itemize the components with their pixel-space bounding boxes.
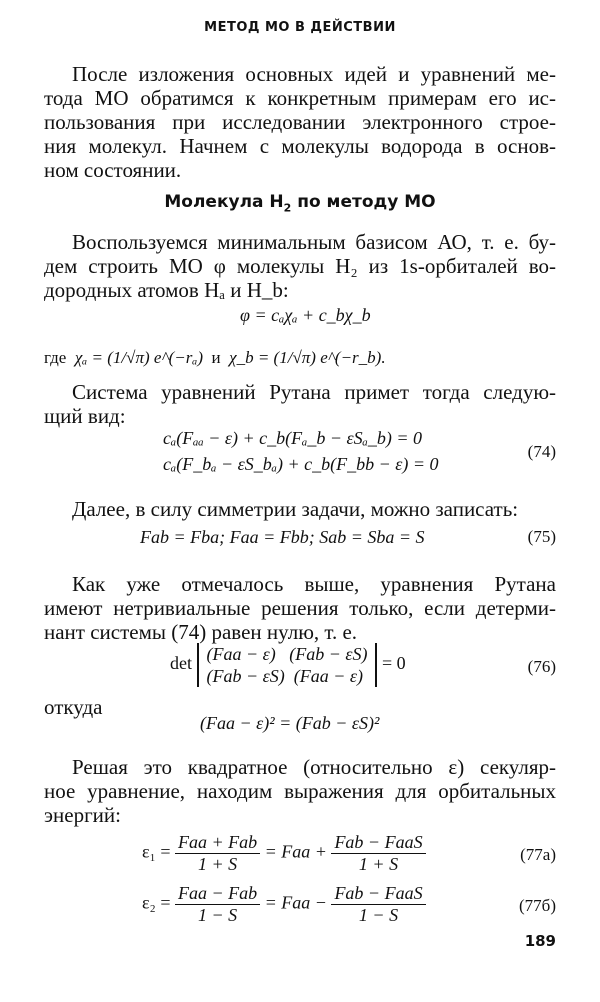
text-line: дородных атомов Hₐ и H_b: <box>44 278 289 302</box>
equation-square: (Faa − ε)² = (Fab − εS)² <box>200 713 380 733</box>
equation-77a: ε₁ = $\frac{\text{Faa + Fab}}{1 + S}$ = Faa + $\frac{\text{Fab − FaaS}}{1 + S}$ <box>142 832 426 875</box>
text-line: Как уже отмечалось выше, уравнения Рутана <box>72 572 556 596</box>
equation-77b: ε₂ = $\frac{\text{Faa − Fab}}{1 - S}$ = Faa − $\frac{\text{Fab − FaaS}}{1 - S}$ <box>142 883 426 926</box>
text-line: энергий: <box>44 803 121 827</box>
otkuda-text: откуда <box>44 695 103 719</box>
text-line: тода МО обратимся к конкретным примерам его ис- <box>44 86 556 110</box>
text-line: Решая это квадратное (относительно ε) секуляр- <box>72 755 556 779</box>
text-line: дем строить МО φ молекулы H₂ из 1s-орбиталей во- <box>44 254 556 278</box>
section-title: Молекула $H_2$ по методу МО <box>164 192 436 215</box>
intro-paragraph <box>44 62 556 182</box>
roothaan-paragraph <box>44 380 556 428</box>
text-line: ния молекул. Начнем с молекулы водорода в основ- <box>44 134 556 158</box>
text-line: ном состоянии. <box>44 158 182 182</box>
text-line: Далее, в силу симметрии задачи, можно записать: <box>72 497 519 521</box>
equation-75: Fab = Fba; Faa = Fbb; Sab = Sba = S <box>140 527 425 547</box>
equation-74-line2: cₐ(F_bₐ − εS_bₐ) + c_b(F_bb − ε) = 0 <box>163 454 439 474</box>
equation-phi: φ = cₐχₐ + c_bχ_b <box>240 305 371 325</box>
equation-number: (77б) <box>519 896 556 915</box>
text-line: ное уравнение, находим выражения для орбитальных <box>44 779 556 803</box>
equation-74-line1: cₐ(Fₐₐ − ε) + c_b(Fₐ_b − εSₐ_b) = 0 <box>163 428 423 448</box>
text-line: щий вид: <box>44 404 126 428</box>
equation-number: (75) <box>527 527 556 546</box>
text-line: имеют нетривиальные решения только, если детерми- <box>44 596 556 620</box>
solving-paragraph <box>44 755 556 827</box>
basis-paragraph <box>44 230 556 302</box>
determinant-paragraph <box>44 572 556 644</box>
text-line: Воспользуемся минимальным базисом АО, т. е. бу- <box>72 230 556 254</box>
running-head: МЕТОД МО В ДЕЙСТВИИ <box>204 20 396 35</box>
equation-76: det (Faa − ε) (Fab − εS) (Fab − εS) (Faa − ε) = 0 <box>170 644 406 686</box>
page-number: 189 <box>524 932 556 950</box>
equation-number: (76) <box>527 657 556 676</box>
text-line: нант системы (74) равен нулю, т. е. <box>44 620 358 644</box>
text-line: пользования при исследовании электронного строе- <box>44 110 556 134</box>
text-line: Система уравнений Рутана примет тогда следую- <box>72 380 556 404</box>
text-line: После изложения основных идей и уравнений ме- <box>72 62 556 86</box>
where-line: где χₐ = (1/√π) e^(−rₐ) и χ_b = (1/√π) e^(−r_b). <box>44 348 386 367</box>
equation-number: (77а) <box>520 845 556 864</box>
equation-number: (74) <box>527 442 556 461</box>
symmetry-paragraph <box>44 497 556 521</box>
determinant-matrix: (Faa − ε) (Fab − εS) (Fab − εS) (Faa − ε) <box>197 643 378 687</box>
